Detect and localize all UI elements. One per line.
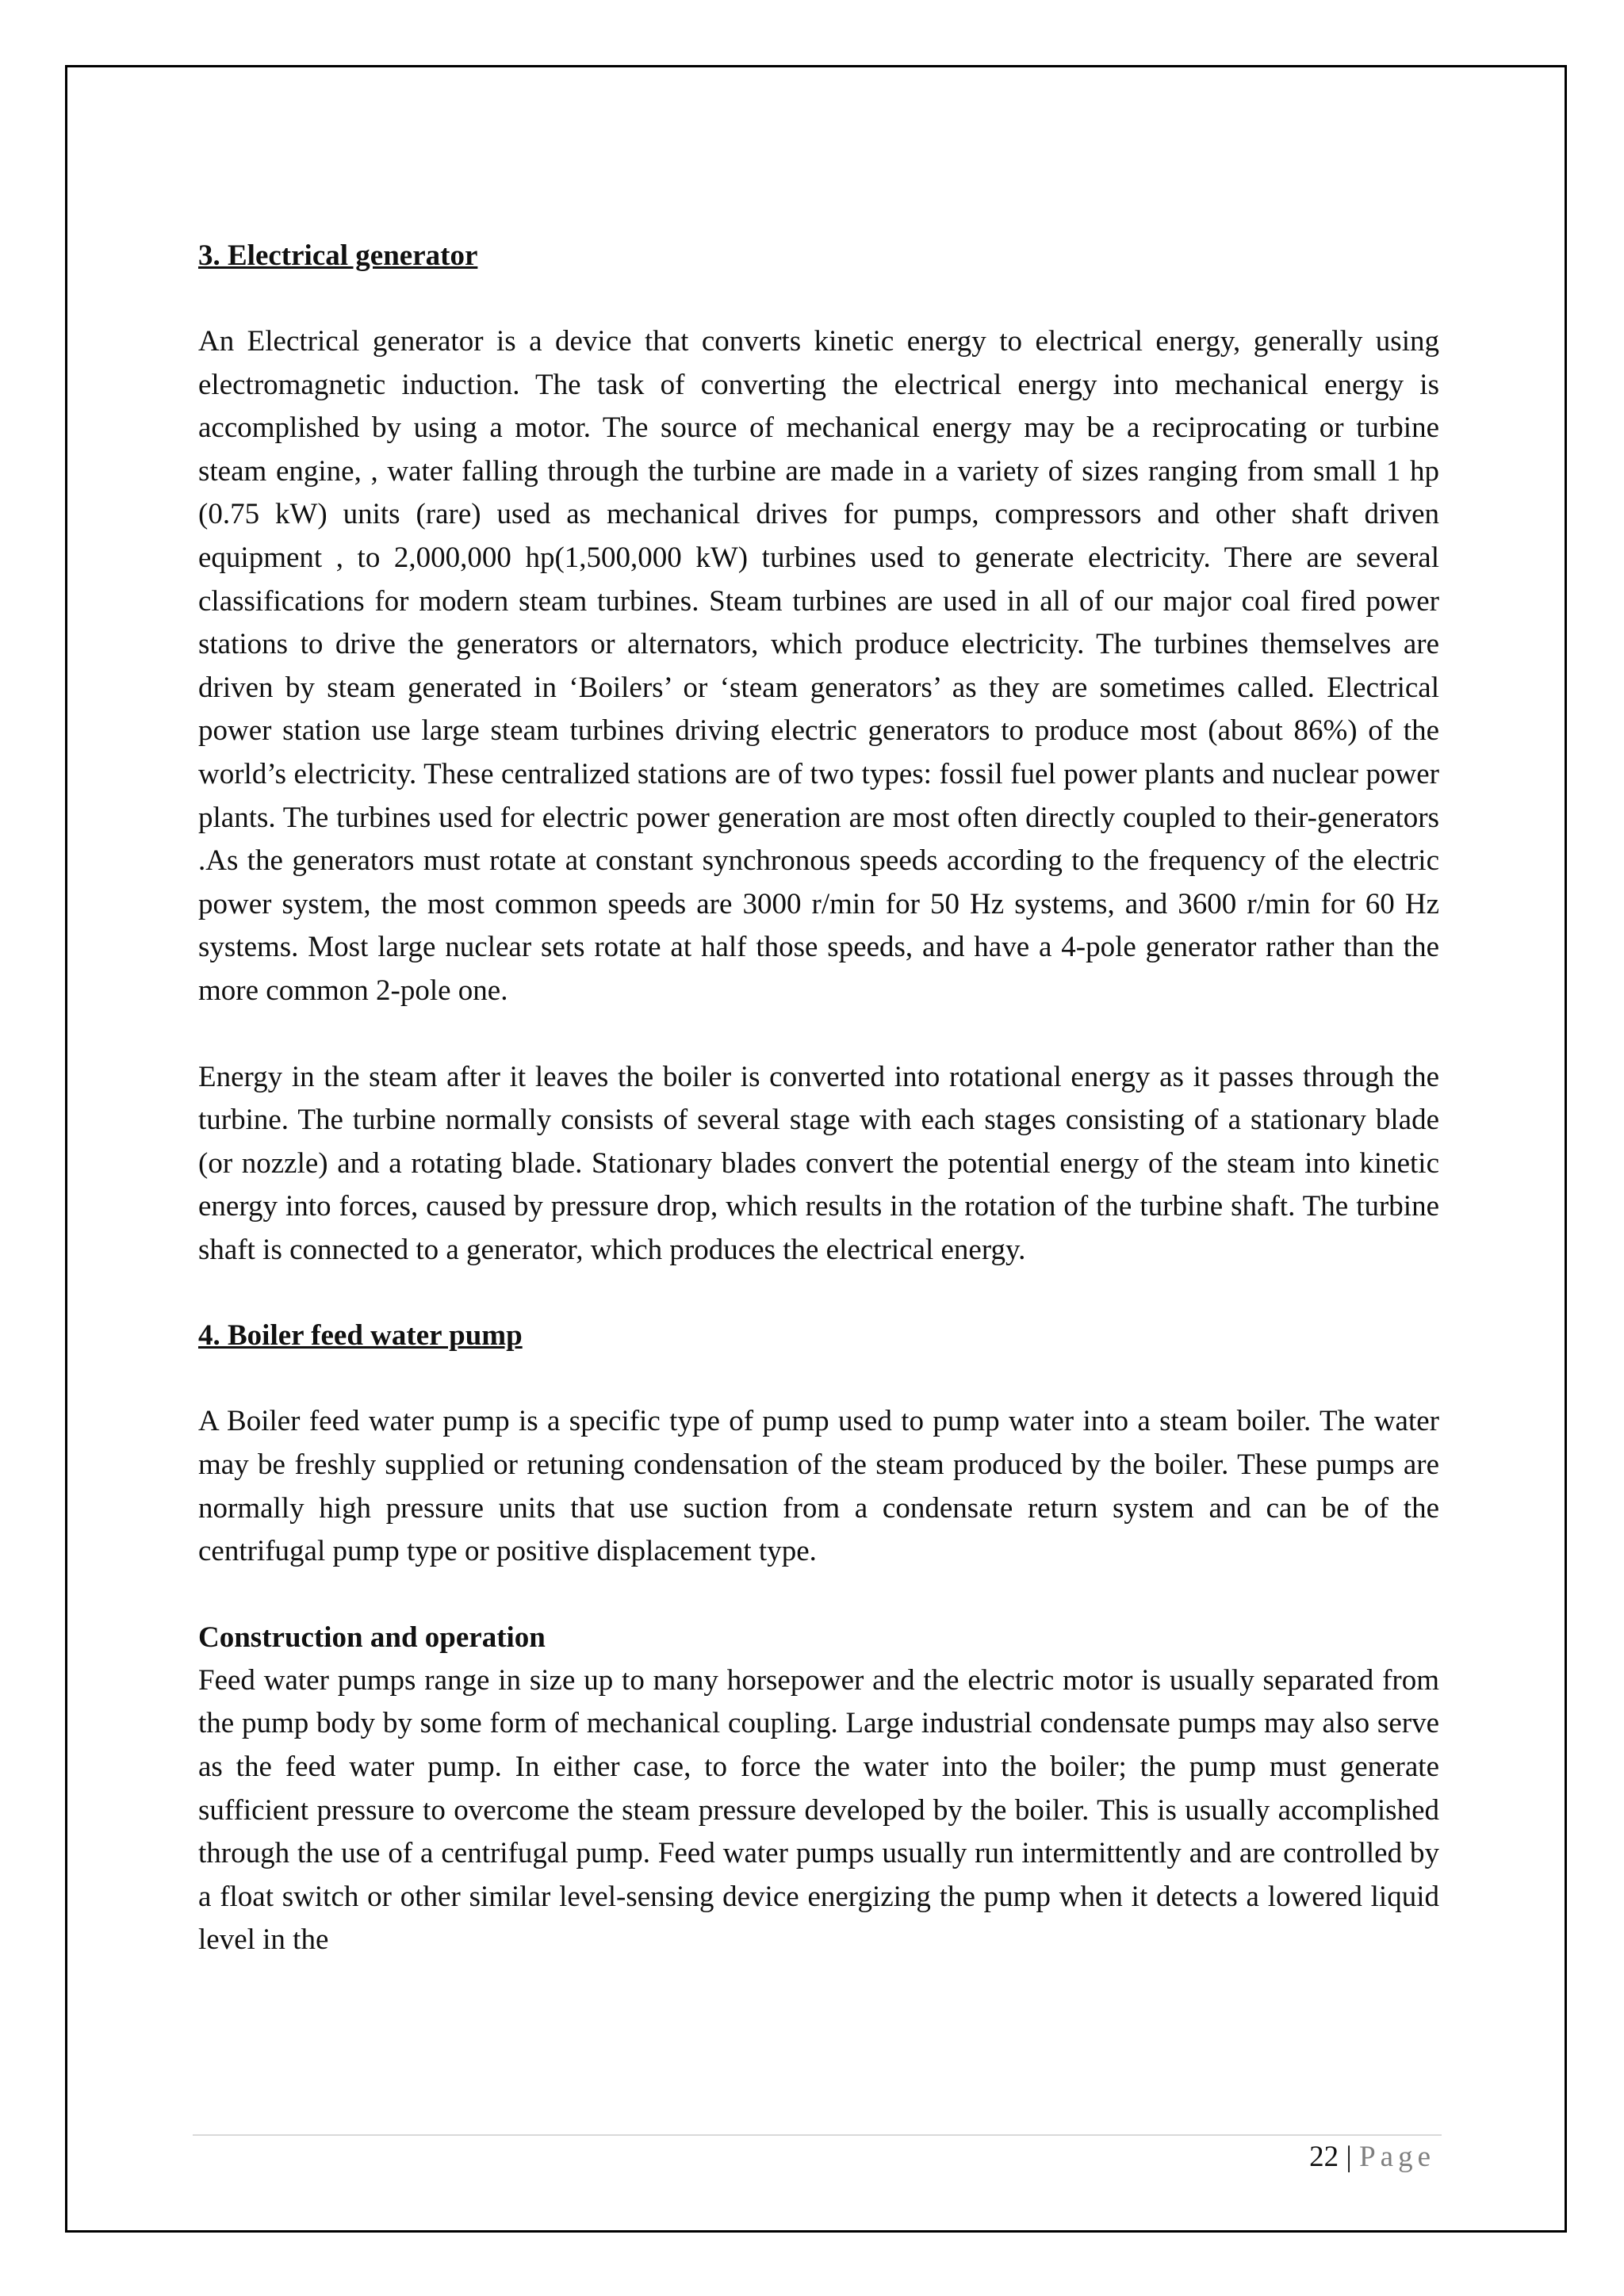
page-separator: | <box>1346 2141 1352 2173</box>
document-body <box>198 235 1439 1962</box>
paragraph-electrical-generator: An Electrical generator is a device that converts kinetic energy to electrical energy, generally using electromagnetic induction. The task of converting the electrical energy into mechanical energy is accomplished by using a motor. The source of mechanical energy may be a reciprocating or turbine steam engine, , water falling through the turbine are made in a variety of sizes ranging from small 1 hp (0.75 kW) units (rare) used as mechanical drives for pumps, compressors and other shaft driven equipment , to 2,000,000 hp(1,500,000 kW) turbines used to generate electricity. There are several classifications for modern steam turbines. Steam turbines are used in all of our major coal fired power stations to drive the generators or alternators, which produce electricity. The turbines themselves are driven by steam generated in ‘Boilers’ or ‘steam generators’ as they are sometimes called. Electrical power station use large steam turbines driving electric generators to produce most (about 86%) of the world’s electricity. These centralized stations are of two types: fossil fuel power plants and nuclear power plants. The turbines used for electric power generation are most often directly coupled to their-generators .As the generators must rotate at constant synchronous speeds according to the frequency of the electric power system, the most common speeds are 3000 r/min for 50 Hz systems, and 3600 r/min for 60 Hz systems. Most large nuclear sets rotate at half those speeds, and have a 4-pole generator rather than the more common 2-pole one. <box>198 325 1439 1007</box>
paragraph-boiler-feed-water-pump: A Boiler feed water pump is a specific type of pump used to pump water into a steam boiler. The water may be freshly supplied or retuning condensation of the steam produced by the boiler. These pumps are normally high pressure units that use suction from a condensate return system and can be of the centrifugal pump type or positive displacement type. <box>198 1405 1439 1568</box>
paragraph-construction-and-operation: Feed water pumps range in size up to many horsepower and the electric motor is usually separated from the pump body by some form of mechanical coupling. Large industrial condensate pumps may also serve as the feed water pump. In either case, to force the water into the boiler; the pump must generate sufficient pressure to overcome the steam pressure developed by the boiler. This is usually accomplished through the use of a centrifugal pump. Feed water pumps usually run intermittently and are controlled by a float switch or other similar level-sensing device energizing the pump when it detects a lowered liquid level in the <box>198 1663 1439 1957</box>
section-heading-boiler-feed-water-pump: 4. Boiler feed water pump <box>198 1319 523 1353</box>
paragraph-steam-energy: Energy in the steam after it leaves the boiler is converted into rotational energy as it passes through the turbine. The turbine normally consists of several stage with each stages consisting of a stationary blade (or nozzle) and a rotating blade. Stationary blades convert the potential energy of the steam into kinetic energy into forces, caused by pressure drop, which results in the rotation of the turbine shaft. The turbine shaft is connected to a generator, which produces the electrical energy. <box>198 1060 1439 1266</box>
section-heading-electrical-generator: 3. Electrical generator <box>198 239 478 272</box>
page-footer <box>1309 2137 1435 2177</box>
subheading-construction-and-operation: Construction and operation <box>198 1621 546 1654</box>
page-label: Page <box>1359 2141 1435 2173</box>
page-number: 22 <box>1309 2141 1339 2173</box>
footer-divider <box>193 2134 1442 2136</box>
